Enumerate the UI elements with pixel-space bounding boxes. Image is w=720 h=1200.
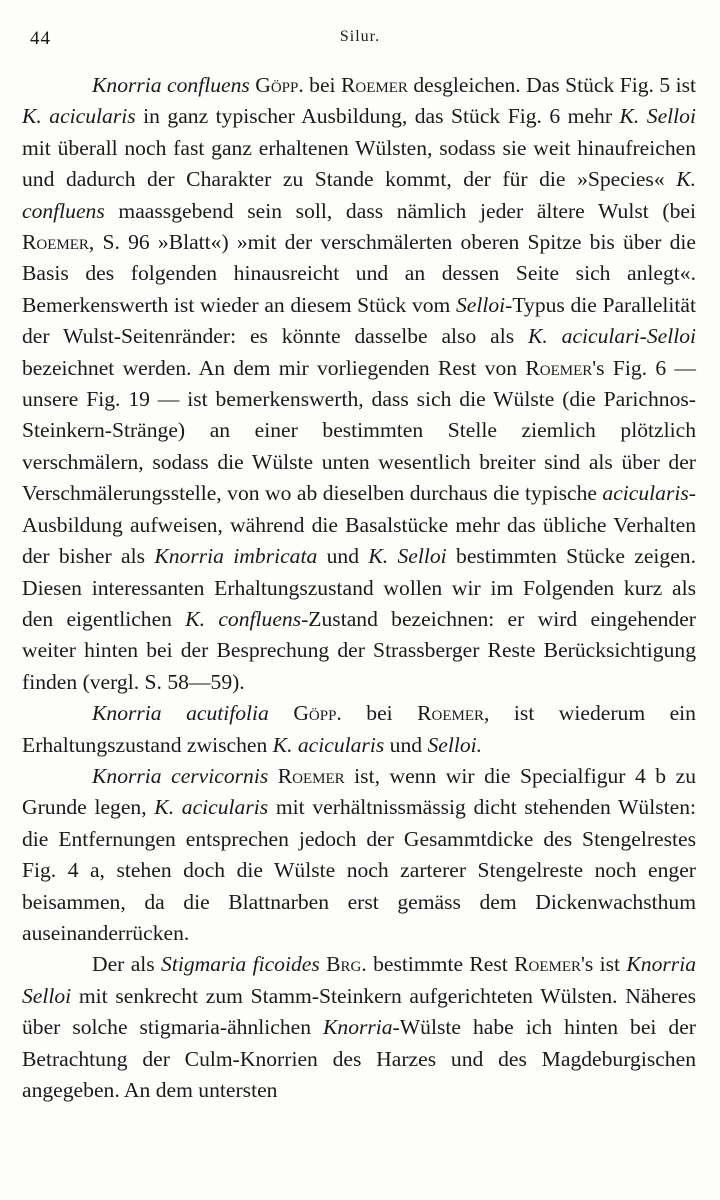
text-run: mit senkrecht zum Stamm-Steinkern aufgerichteten Wülsten. Näheres über solche stigmaria-ähnlichen <box>22 983 696 1040</box>
page-header <box>30 28 690 56</box>
text-run: -Ausbildung aufweisen, während die Basalstücke mehr das übliche Verhalten der bisher als <box>22 481 696 569</box>
text-run: -Zustand bezeichnen: er wird eingehender weiter hinten bei der Besprechung der Strassberger Reste Berücksichtigung finden (vergl. S. 58—59). <box>22 606 696 694</box>
text-run: desgleichen. Das Stück Fig. 5 ist <box>407 73 696 97</box>
italic-term: K. Selloi <box>368 544 447 569</box>
text-run: mit verhältnissmässig dicht stehenden Wülsten: die Entfernungen entsprechen jedoch der Gesammtdicke des Stengelrestes Fig. 4 a, stehen doch die Wülste noch zarterer Stengelreste noch enger beisammen, da die Blattnarben erst gemäss dem Dickenwachsthum auseinanderrücken. <box>22 795 696 945</box>
text-run: bezeichnet werden. An dem mir vorliegenden Rest von <box>22 355 526 380</box>
author-name: Göpp. <box>293 701 342 726</box>
text-run: -Typus die Parallelität der Wulst-Seitenränder: es könnte dasselbe also als <box>22 292 696 349</box>
author-name: Roemer <box>341 73 408 97</box>
italic-term: Knorria acutifolia <box>92 701 269 726</box>
italic-term: acicularis <box>602 481 689 506</box>
author-name: Roemer <box>277 763 345 788</box>
author-name: Roemer <box>514 952 582 977</box>
paragraph-knorria-acutifolia <box>22 698 696 761</box>
paragraph-stigmaria-ficoides <box>22 949 696 1106</box>
text-run: , ist wiederum ein Erhaltungszustand zwischen <box>22 701 696 757</box>
italic-term: K. confluens <box>22 167 696 223</box>
page-number: 44 <box>30 28 51 49</box>
italic-term: K. acicularis <box>154 795 269 820</box>
running-title: Silur. <box>339 28 381 45</box>
italic-term: Stigmaria ficoides <box>161 952 320 977</box>
text-run: und <box>317 544 369 569</box>
body-text <box>22 70 696 1106</box>
text-run: 's Fig. 6 — unsere Fig. 19 — ist bemerkenswerth, dass sich die Wülste (die Parichnos-Steinkern-Stränge) an einer bestimmten Stelle ziemlich plötzlich verschmälern, sodass die Wülste unten wesentlich breiter sind als über der Verschmälerungsstelle, von wo ab dieselben durchaus die typische <box>22 355 696 506</box>
text-run: bestimmten Stücke zeigen. Diesen interessanten Erhaltungszustand wollen wir im Folgenden kurz als den eigentlichen <box>22 544 696 631</box>
author-name: Roemer <box>417 701 485 726</box>
italic-term: Knorria <box>323 1015 393 1040</box>
text-run: bestimmte Rest <box>366 952 515 977</box>
author-name: Göpp. <box>255 73 304 97</box>
text-run: Der als <box>92 952 162 977</box>
text-run: 's ist <box>581 952 627 977</box>
text-run: mit überall noch fast ganz erhaltenen Wülsten, sodass sie weit hinaufreichen und dadurch der Charakter zu Stande kommt, der für die »Species« <box>22 135 696 192</box>
italic-term: Knorria Selloi <box>22 952 697 1008</box>
italic-term: Selloi <box>455 292 506 317</box>
italic-term: Knorria imbricata <box>154 544 318 569</box>
text-run: ist, wenn wir die Specialfigur 4 b zu Grunde legen, <box>22 763 696 820</box>
text-run <box>269 701 293 725</box>
author-name: Roemer <box>22 230 89 255</box>
text-run: , S. 96 »Blatt«) »mit der verschmälerten oberen Spitze bis über die Basis des folgenden hinausreicht und an dessen Seite sich anlegt«. Bemerkenswerth ist wieder an diesem Stück vom <box>22 230 696 317</box>
text-run: maassgebend sein soll, dass nämlich jeder ältere Wulst (bei <box>104 198 696 223</box>
italic-term: Selloi. <box>427 732 483 757</box>
text-run: bei <box>303 73 341 97</box>
italic-term: K. aciculari-Selloi <box>528 324 697 349</box>
text-run: bei <box>341 701 418 726</box>
text-run <box>268 764 278 788</box>
text-run: in ganz typischer Ausbildung, das Stück Fig. 6 mehr <box>135 104 620 129</box>
italic-term: K. acicularis <box>22 104 136 129</box>
author-name: Brg. <box>326 952 367 977</box>
paragraph-knorria-cervicornis <box>22 761 696 949</box>
italic-term: K. Selloi <box>619 104 696 129</box>
text-run: -Wülste habe ich hinten bei der Betrachtung der Culm-Knorrien des Harzes und des Magdeburgischen angegeben. An dem untersten <box>22 1015 696 1102</box>
text-run: und <box>384 732 428 757</box>
italic-term: K. confluens <box>185 606 302 631</box>
paragraph-knorria-confluens <box>22 70 696 698</box>
italic-term: Knorria confluens <box>92 73 250 97</box>
italic-term: Knorria cervicornis <box>92 763 269 788</box>
author-name: Roemer <box>525 355 593 380</box>
italic-term: K. acicularis <box>272 732 385 757</box>
